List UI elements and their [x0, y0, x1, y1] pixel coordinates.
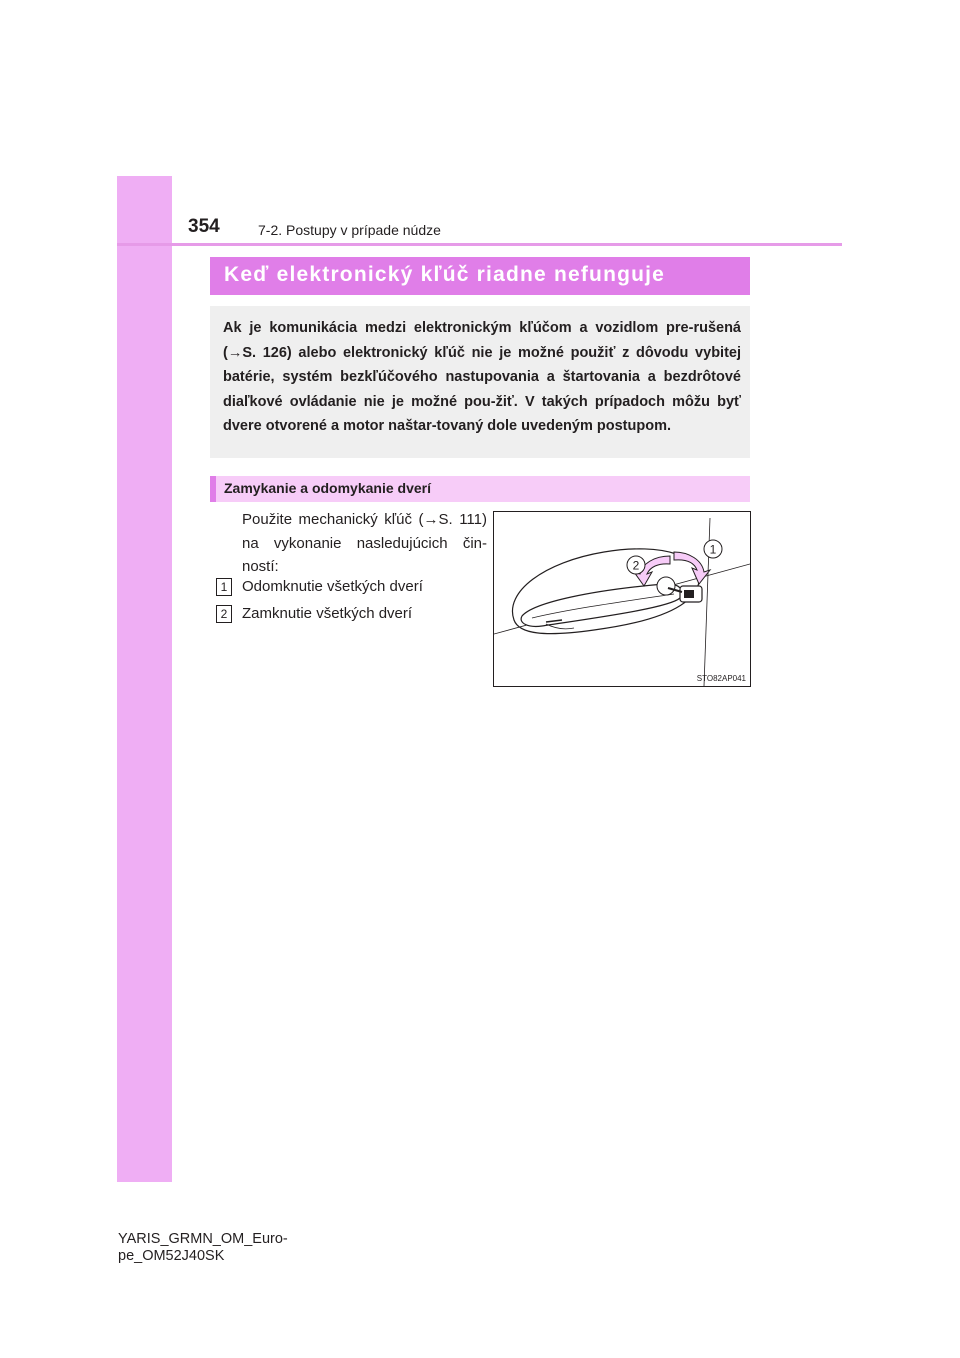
- step-text: Zamknutie všetkých dverí: [242, 605, 413, 622]
- figure-code: STO82AP041: [696, 674, 746, 683]
- callout-1: 1: [709, 542, 717, 557]
- callout-2: 2: [632, 558, 640, 573]
- body-text: Použite mechanický kľúč (→S. 111) na vykonanie nasledujúcich čin-ností:: [242, 511, 487, 575]
- subsection-marker: [210, 476, 216, 502]
- subsection-title: Zamykanie a odomykanie dverí: [224, 480, 431, 496]
- title-bar: [210, 257, 750, 295]
- header-rule: [117, 243, 842, 246]
- subsection-bar: [210, 476, 750, 502]
- step-number: 2: [216, 605, 232, 623]
- step-text: Odomknutie všetkých dverí: [242, 578, 423, 595]
- side-tab-strip: [117, 176, 172, 1182]
- page-title: Keď elektronický kľúč riadne nefunguje: [224, 263, 666, 286]
- intro-text: Ak je komunikácia medzi elektronickým kľúčom a vozidlom pre-rušená (→S. 126) alebo elektronický kľúč nie je možné použiť z dôvodu vybitej batérie, systém bezkľúčového nastupovania a štartovania a bezdrôtové diaľkové ovládanie nie je možné pou-žiť. V takých prípadoch môžu byť dvere otvorené a motor naštar-tovaný dole uvedeným postupom.: [223, 320, 741, 434]
- document-code-line-2: pe_OM52J40SK: [118, 1248, 225, 1264]
- document-code-line-1: YARIS_GRMN_OM_Euro-: [118, 1231, 288, 1247]
- intro-box: [210, 306, 750, 458]
- page-number: 354: [188, 216, 220, 237]
- step-number: 1: [216, 578, 232, 596]
- door-handle-key-illustration: [494, 512, 750, 686]
- door-handle-figure: [493, 511, 751, 687]
- section-name: 7-2. Postupy v prípade núdze: [258, 222, 441, 238]
- document-code: [118, 1231, 288, 1265]
